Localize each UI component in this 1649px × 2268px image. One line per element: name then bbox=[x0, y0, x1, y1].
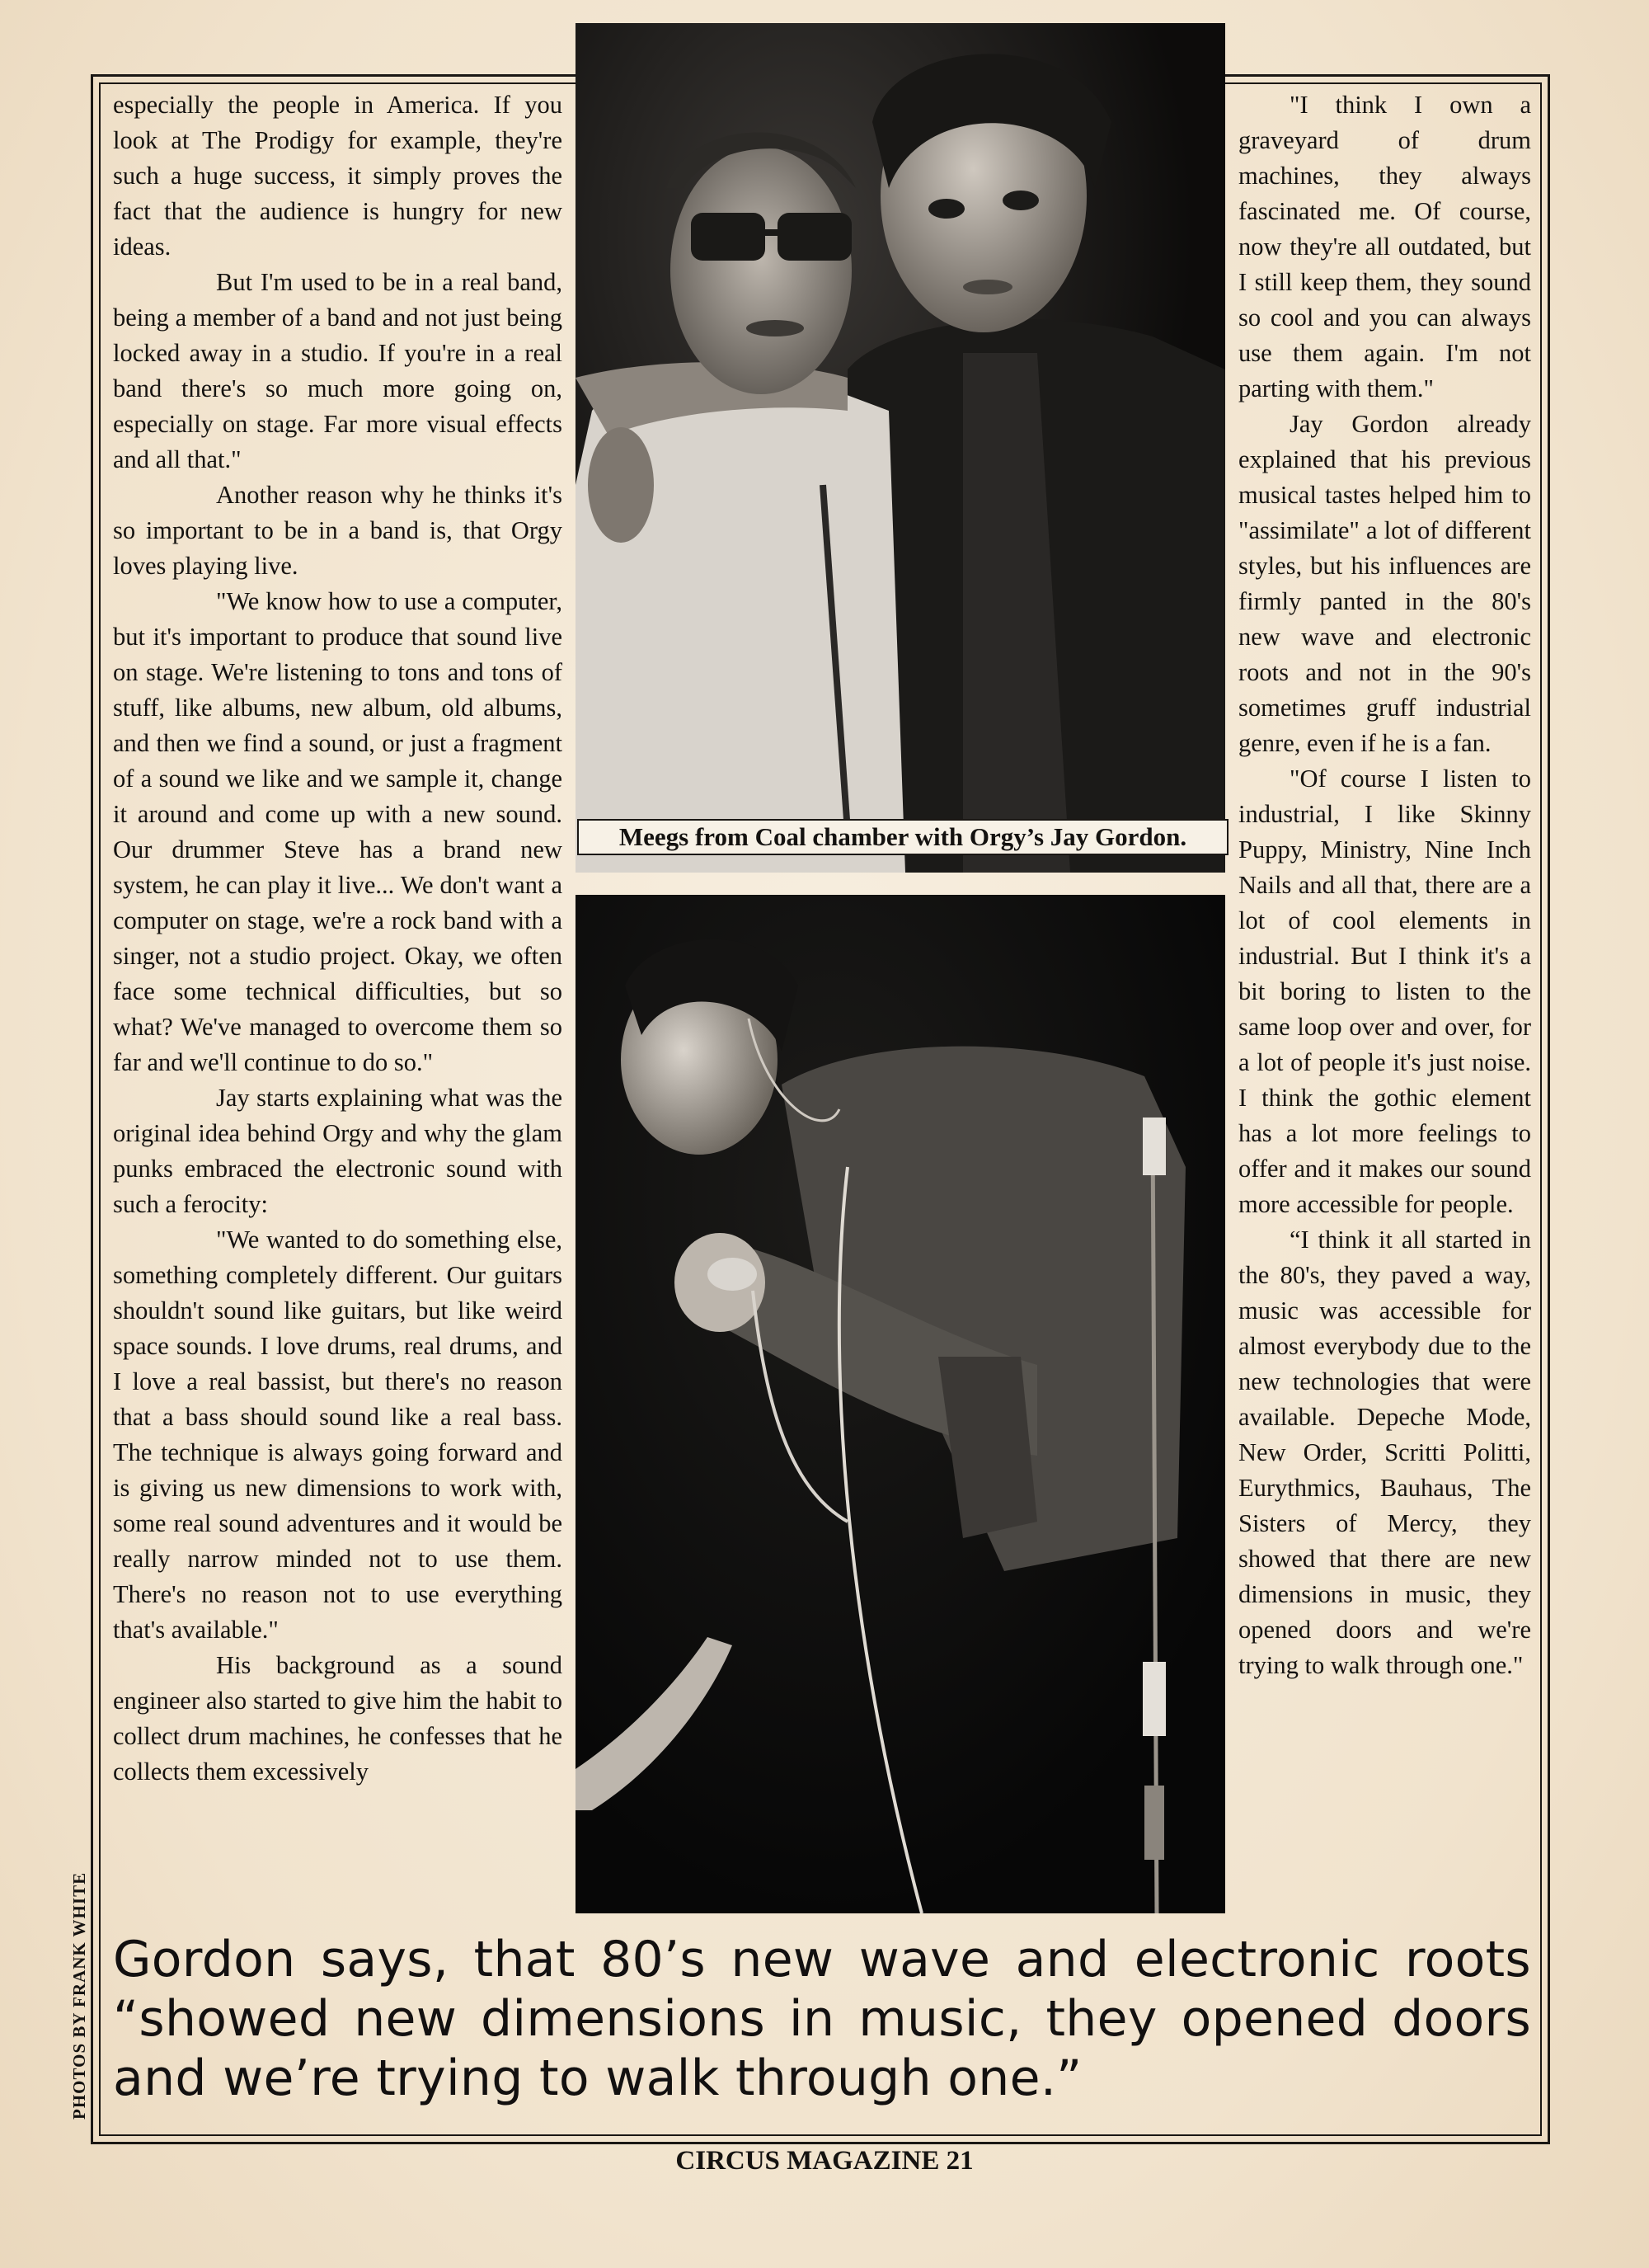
pull-quote: Gordon says, that 80’s new wave and electronic roots “showed new dimensions in music, they opened doors and we’re trying to walk through one.” bbox=[113, 1931, 1531, 2107]
photo-meegs-and-jay-gordon bbox=[576, 23, 1225, 873]
photo-credit: PHOTOS BY FRANK WHITE bbox=[69, 1871, 89, 2120]
left-paragraph-5: Jay starts explaining what was the original idea behind Orgy and why the glam punks embraced the electronic sound with such a ferocity: bbox=[113, 1084, 562, 1218]
left-text-column bbox=[113, 87, 562, 1790]
right-paragraph-4: “I think it all started in the 80's, they paved a way, music was accessible for almost everybody due to the new technologies that were available. Depeche Mode, New Order, Scritti Politti, Eurythmics, Bauhaus, The Sisters of Mercy, they showed that there are new dimensions in music, they opened doors and we're trying to walk through one." bbox=[1238, 1226, 1531, 1679]
page-footer: CIRCUS MAGAZINE 21 bbox=[675, 2146, 974, 2176]
left-paragraph-4: "We know how to use a computer, but it's important to produce that sound live on stage. We're listening to tons and tons of stuff, like albums, new album, old albums, and then we find a sound, or just a fragment of a sound we like and we sample it, change it around and come up with a new sound. Our drummer Steve has a brand new system, he can play it live... We don't want a computer on stage, we're a rock band with a singer, not a studio project. Okay, we often face some technical difficulties, but so what? We've managed to overcome them so far and we'll continue to do so." bbox=[113, 587, 562, 1076]
left-paragraph-2: But I'm used to be in a real band, being a member of a band and not just being locked away in a studio. If you're in a real band there's so much more going on, especially on stage. Far more visual effects and all that." bbox=[113, 268, 562, 473]
right-paragraph-2: Jay Gordon already explained that his previous musical tastes helped him to "assimilate" a lot of different styles, but his influences are firmly panted in the 80's new wave and electronic roots and not in the 90's sometimes gruff industrial genre, even if he is a fan. bbox=[1238, 410, 1531, 757]
right-paragraph-3: "Of course I listen to industrial, I like Skinny Puppy, Ministry, Nine Inch Nails and all that, there are a lot of cool elements in industrial. But I think it's a bit boring to listen to the same loop over and over, for a lot of people it's just noise. I think the gothic element has a lot more feelings to offer and it makes our sound more accessible for people. bbox=[1238, 765, 1531, 1218]
left-paragraph-3: Another reason why he thinks it's so important to be in a band is, that Orgy loves playing live. bbox=[113, 481, 562, 580]
left-paragraph-7: His background as a sound engineer also started to give him the habit to collect drum machines, he confesses that he collects them excessively bbox=[113, 1651, 562, 1786]
photo-jay-gordon-live bbox=[576, 895, 1225, 1913]
right-paragraph-1: "I think I own a graveyard of drum machines, they always fascinated me. Of course, now they're all outdated, but I still keep them, they sound so cool and you can always use them again. I'm not parting with them." bbox=[1238, 91, 1531, 402]
right-text-column bbox=[1238, 87, 1531, 1683]
left-paragraph-1: especially the people in America. If you look at The Prodigy for example, they're such a huge success, it simply proves the fact that the audience is hungry for new ideas. bbox=[113, 91, 562, 261]
photo-caption: Meegs from Coal chamber with Orgy’s Jay Gordon. bbox=[577, 819, 1229, 855]
left-paragraph-6: "We wanted to do something else, something completely different. Our guitars shouldn't sound like guitars, but like weird space sounds. I love drums, real drums, and I love a real bassist, but there's no reason that a bass should sound like a real bass. The technique is always going forward and is giving us new dimensions to work with, some real sound adventures and it would be really narrow minded not to use them. There's no reason not to use everything that's available." bbox=[113, 1226, 562, 1644]
